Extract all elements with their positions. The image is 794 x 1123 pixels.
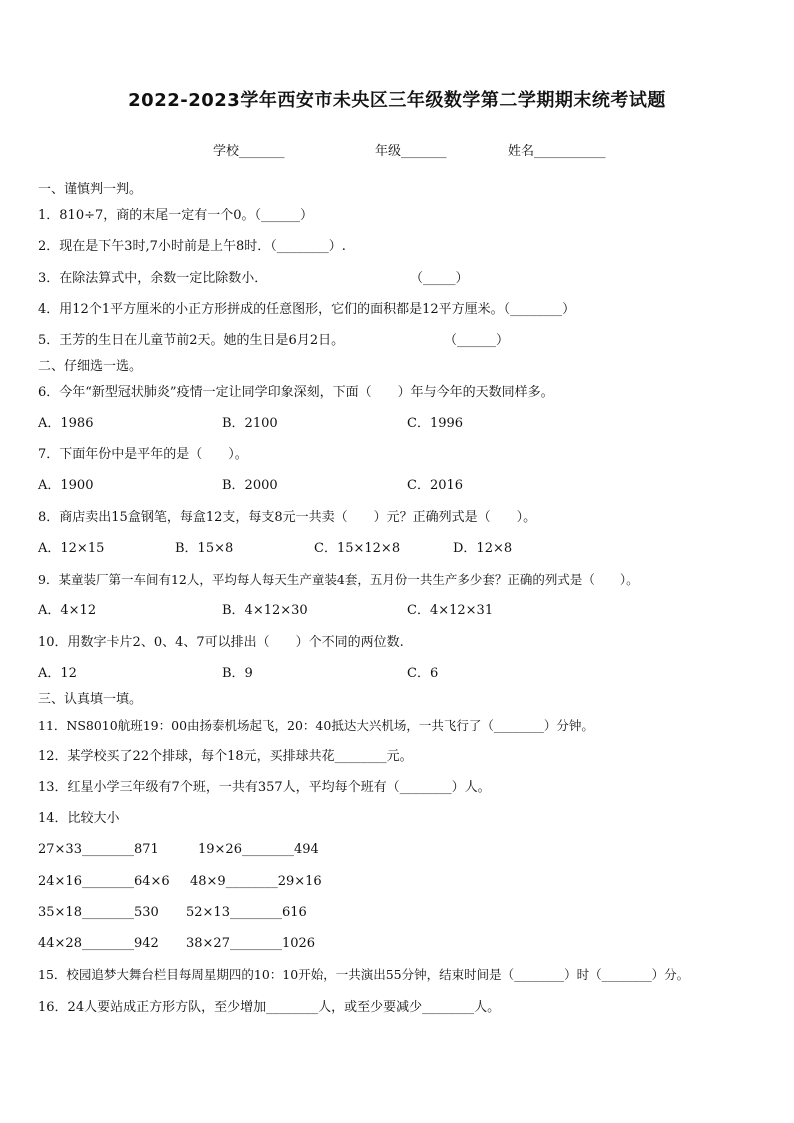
section-heading-1: 一、谨慎判一判。 — [38, 182, 143, 197]
compare-row-1-left: 27×33________871 — [38, 842, 159, 857]
question-16: 16．24人要站成正方形方队，至少增加________人，或至少要减少________人。 — [38, 1000, 501, 1015]
page-title: 2022-2023学年西安市未央区三年级数学第二学期期末统考试题 — [128, 90, 666, 111]
question-10-option-c: C．6 — [407, 666, 439, 681]
question-9-option-c: C．4×12×31 — [407, 603, 494, 618]
question-6-option-c: C．1996 — [407, 416, 464, 431]
question-9-option-b: B．4×12×30 — [222, 603, 308, 618]
question-7-option-b: B．2000 — [222, 478, 278, 493]
school-field: 学校_______ — [213, 144, 285, 159]
question-12: 12．某学校买了22个排球，每个18元，买排球共花________元。 — [38, 749, 413, 764]
question-14: 14．比较大小 — [38, 811, 120, 826]
question-8-option-c: C．15×12×8 — [314, 541, 401, 556]
question-5: 5．王芳的生日在儿童节前2天。她的生日是6月2日。 — [38, 333, 345, 348]
compare-row-1-right: 19×26________494 — [198, 842, 319, 857]
grade-field: 年级_______ — [375, 144, 447, 159]
name-field: 姓名___________ — [508, 144, 606, 159]
question-3: 3．在除法算式中，余数一定比除数小． — [38, 271, 268, 286]
question-9: 9．某童装厂第一车间有12人，平均每人每天生产童装4套，五月份一共生产多少套？正确的列式是（ ）。 — [38, 572, 639, 587]
compare-row-3-left: 35×18________530 — [38, 905, 159, 920]
question-7-option-a: A．1900 — [38, 478, 94, 493]
question-8-option-a: A．12×15 — [38, 541, 105, 556]
question-7: 7．下面年份中是平年的是（ ）。 — [38, 447, 248, 462]
compare-row-3-right: 52×13________616 — [186, 905, 307, 920]
question-9-option-a: A．4×12 — [38, 603, 97, 618]
question-7-option-c: C．2016 — [407, 478, 464, 493]
question-11: 11．NS8010航班19：00由扬泰机场起飞，20：40抵达大兴机场，一共飞行了（________）分钟。 — [38, 718, 594, 733]
section-heading-2: 二、仔细选一选。 — [38, 359, 143, 374]
compare-row-2-right: 48×9________29×16 — [190, 874, 322, 889]
compare-row-2-left: 24×16________64×6 — [38, 874, 170, 889]
question-13: 13．红星小学三年级有7个班，一共有357人，平均每个班有（________）人。 — [38, 780, 491, 795]
question-10: 10．用数字卡片2、0、4、7可以排出（ ）个不同的两位数. — [38, 635, 404, 650]
question-2: 2．现在是下午3时,7小时前是上午8时．（________）. — [38, 239, 346, 254]
question-10-option-a: A．12 — [38, 666, 77, 681]
question-8: 8．商店卖出15盒钢笔，每盒12支，每支8元一共卖（ ）元？正确列式是（ ）。 — [38, 510, 537, 525]
question-6: 6．今年“新型冠状肺炎”疫情一定让同学印象深刻，下面（ ）年与今年的天数同样多。 — [38, 385, 554, 400]
question-8-option-b: B．15×8 — [175, 541, 234, 556]
question-6-option-b: B．2100 — [222, 416, 278, 431]
question-8-option-d: D．12×8 — [453, 541, 513, 556]
compare-row-4-left: 44×28________942 — [38, 936, 159, 951]
question-15: 15．校园追梦大舞台栏目每周星期四的10：10开始，一共演出55分钟，结束时间是（________）时（________）分。 — [38, 967, 690, 982]
question-4: 4．用12个1平方厘米的小正方形拼成的任意图形，它们的面积都是12平方厘米。（________） — [38, 302, 576, 317]
question-3-blank: （_____） — [410, 271, 469, 286]
question-6-option-a: A．1986 — [38, 416, 94, 431]
question-5-blank: （______） — [444, 333, 510, 348]
question-10-option-b: B．9 — [222, 666, 253, 681]
section-heading-3: 三、认真填一填。 — [38, 692, 143, 707]
compare-row-4-right: 38×27________1026 — [186, 936, 316, 951]
question-1: 1．810÷7，商的末尾一定有一个0。（______） — [38, 208, 314, 223]
